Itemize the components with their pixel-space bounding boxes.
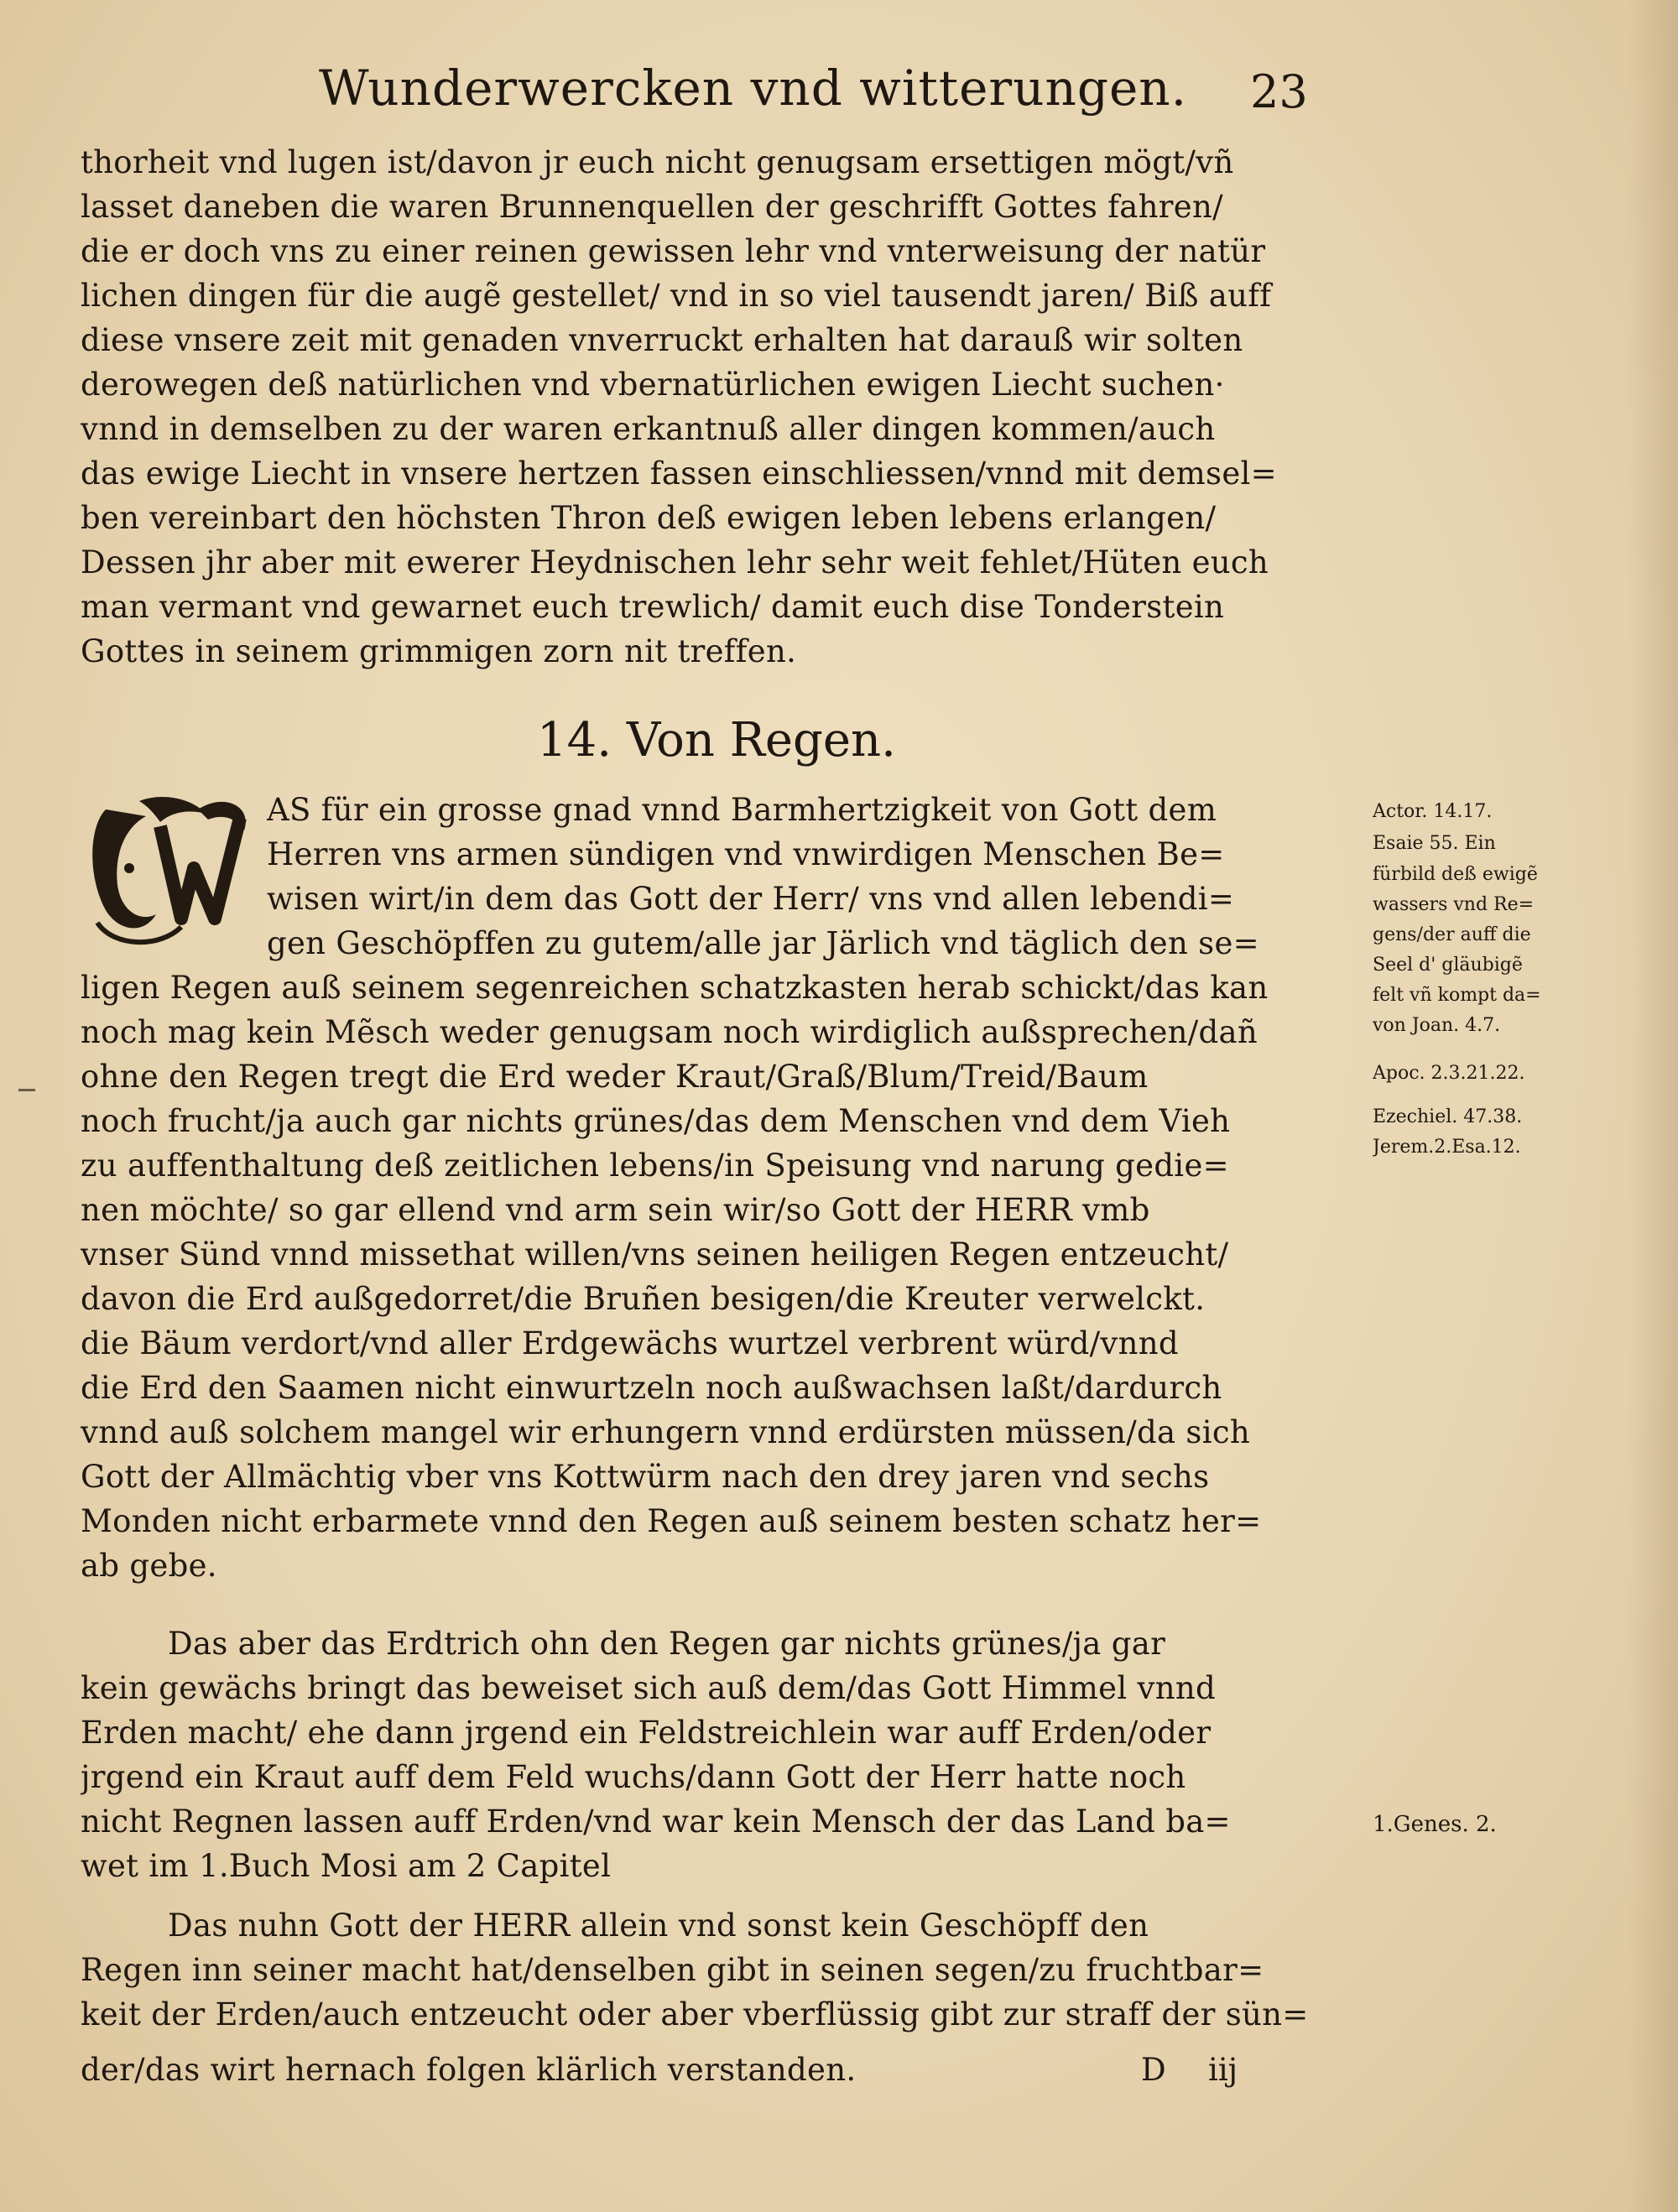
margin-note: Seel d' gläubigẽ (1373, 955, 1523, 976)
text-line: ben vereinbart den höchsten Thron deß ewigen leben lebens erlangen/ (81, 500, 1217, 536)
text-line: man vermant vnd gewarnet euch trewlich/ damit euch dise Tonderstein (81, 589, 1225, 625)
text-line: Das aber das Erdtrich ohn den Regen gar nichts grünes/ja gar (168, 1626, 1166, 1662)
running-head: Wunderwercken vnd witterungen. (319, 60, 1188, 117)
text-line: die er doch vns zu einer reinen gewissen lehr vnd vnterweisung der natür (81, 233, 1266, 269)
margin-note: 1.Genes. 2. (1373, 1812, 1497, 1837)
text-line: gen Geschöpffen zu gutem/alle jar Järlich vnd täglich den se= (267, 925, 1259, 961)
text-line: vnnd auß solchem mangel wir erhungern vnnd erdürsten müssen/da sich (81, 1414, 1250, 1450)
page-number: 23 (1250, 65, 1308, 118)
margin-note: von Joan. 4.7. (1373, 1015, 1501, 1036)
text-line: Monden nicht erbarmete vnnd den Regen auß seinem besten schatz her= (81, 1503, 1262, 1539)
margin-note: gens/der auff die (1373, 924, 1531, 945)
text-line: nicht Regnen lassen auff Erden/vnd war kein Mensch der das Land ba= (81, 1803, 1231, 1840)
text-line: AS für ein grosse gnad vnnd Barmhertzigkeit von Gott dem (267, 792, 1217, 828)
margin-mark (18, 1089, 35, 1091)
text-line: lichen dingen für die augẽ gestellet/ vnd in so viel tausendt jaren/ Biß auff (81, 278, 1272, 314)
text-line: ab gebe. (81, 1548, 217, 1584)
margin-note: felt vñ kompt da= (1373, 985, 1541, 1006)
decorated-initial-w (81, 776, 257, 952)
text-line: lasset daneben die waren Brunnenquellen der geschrifft Gottes fahren/ (81, 189, 1223, 225)
text-line: derowegen deß natürlichen vnd vbernatürlichen ewigen Liecht suchen· (81, 367, 1225, 403)
margin-note: Apoc. 2.3.21.22. (1373, 1063, 1525, 1084)
text-line: Gott der Allmächtig vber vns Kottwürm nach den drey jaren vnd sechs (81, 1459, 1210, 1495)
margin-note: Actor. 14.17. (1373, 801, 1493, 822)
margin-note: wassers vnd Re= (1373, 894, 1535, 915)
text-line: nen möchte/ so gar ellend vnd arm sein wir/so Gott der HERR vmb (81, 1192, 1150, 1228)
signature-mark: D (1141, 2052, 1166, 2088)
text-line: ligen Regen auß seinem segenreichen schatzkasten herab schickt/das kan (81, 970, 1269, 1006)
text-line: noch frucht/ja auch gar nichts grünes/das dem Menschen vnd dem Vieh (81, 1103, 1231, 1139)
text-line: die Bäum verdort/vnd aller Erdgewächs wurtzel verbrent würd/vnnd (81, 1325, 1179, 1361)
text-line: ohne den Regen tregt die Erd weder Kraut/Graß/Blum/Treid/Baum (81, 1059, 1149, 1095)
text-line: wisen wirt/in dem das Gott der Herr/ vns vnd allen lebendi= (267, 881, 1235, 917)
text-line: die Erd den Saamen nicht einwurtzeln noch außwachsen laßt/dardurch (81, 1370, 1222, 1406)
text-line: noch mag kein Mẽsch weder genugsam noch wirdiglich außsprechen/dañ (81, 1014, 1258, 1050)
text-line: vnser Sünd vnnd missethat willen/vns seinen heiligen Regen entzeucht/ (81, 1236, 1229, 1273)
text-line: vnnd in demselben zu der waren erkantnuß aller dingen kommen/auch (81, 411, 1216, 447)
section-heading: 14. Von Regen. (537, 713, 896, 768)
text-line: davon die Erd außgedorret/die Bruñen besigen/die Kreuter verwelckt. (81, 1281, 1206, 1317)
text-line: kein gewächs bringt das beweiset sich auß dem/das Gott Himmel vnnd (81, 1670, 1216, 1706)
text-line: thorheit vnd lugen ist/davon jr euch nicht genugsam ersettigen mögt/vñ (81, 144, 1234, 180)
text-line: Gottes in seinem grimmigen zorn nit treffen. (81, 633, 797, 669)
text-line: das ewige Liecht in vnsere hertzen fassen einschliessen/vnnd mit demsel= (81, 455, 1277, 492)
text-line: der/das wirt hernach folgen klärlich verstanden. (81, 2052, 857, 2088)
spine-shadow (1628, 0, 1678, 2212)
text-line: jrgend ein Kraut auff dem Feld wuchs/dann Gott der Herr hatte noch (81, 1759, 1186, 1795)
text-line: Dessen jhr aber mit ewerer Heydnischen lehr sehr weit fehlet/Hüten euch (81, 544, 1269, 580)
text-line: zu auffenthaltung deß zeitlichen lebens/in Speisung vnd narung gedie= (81, 1148, 1229, 1184)
text-line: Herren vns armen sündigen vnd vnwirdigen Menschen Be= (267, 836, 1225, 872)
flourish-initial-icon (81, 776, 257, 952)
text-line: Regen inn seiner macht hat/denselben gibt in seinen segen/zu fruchtbar= (81, 1952, 1264, 1988)
text-line: keit der Erden/auch entzeucht oder aber vberflüssig gibt zur straff der sün= (81, 1996, 1309, 2032)
text-line: Das nuhn Gott der HERR allein vnd sonst kein Geschöpff den (168, 1908, 1149, 1944)
margin-note: Jerem.2.Esa.12. (1373, 1137, 1521, 1158)
text-line: wet im 1.Buch Mosi am 2 Capitel (81, 1848, 612, 1884)
text-line: Erden macht/ ehe dann jrgend ein Feldstreichlein war auff Erden/oder (81, 1715, 1212, 1751)
text-line: diese vnsere zeit mit genaden vnverruckt erhalten hat darauß wir solten (81, 322, 1243, 358)
margin-note: Ezechiel. 47.38. (1373, 1106, 1523, 1127)
margin-note: Esaie 55. Ein (1373, 833, 1496, 854)
margin-note: fürbild deß ewigẽ (1373, 864, 1538, 885)
leaf-number: iij (1208, 2052, 1238, 2088)
